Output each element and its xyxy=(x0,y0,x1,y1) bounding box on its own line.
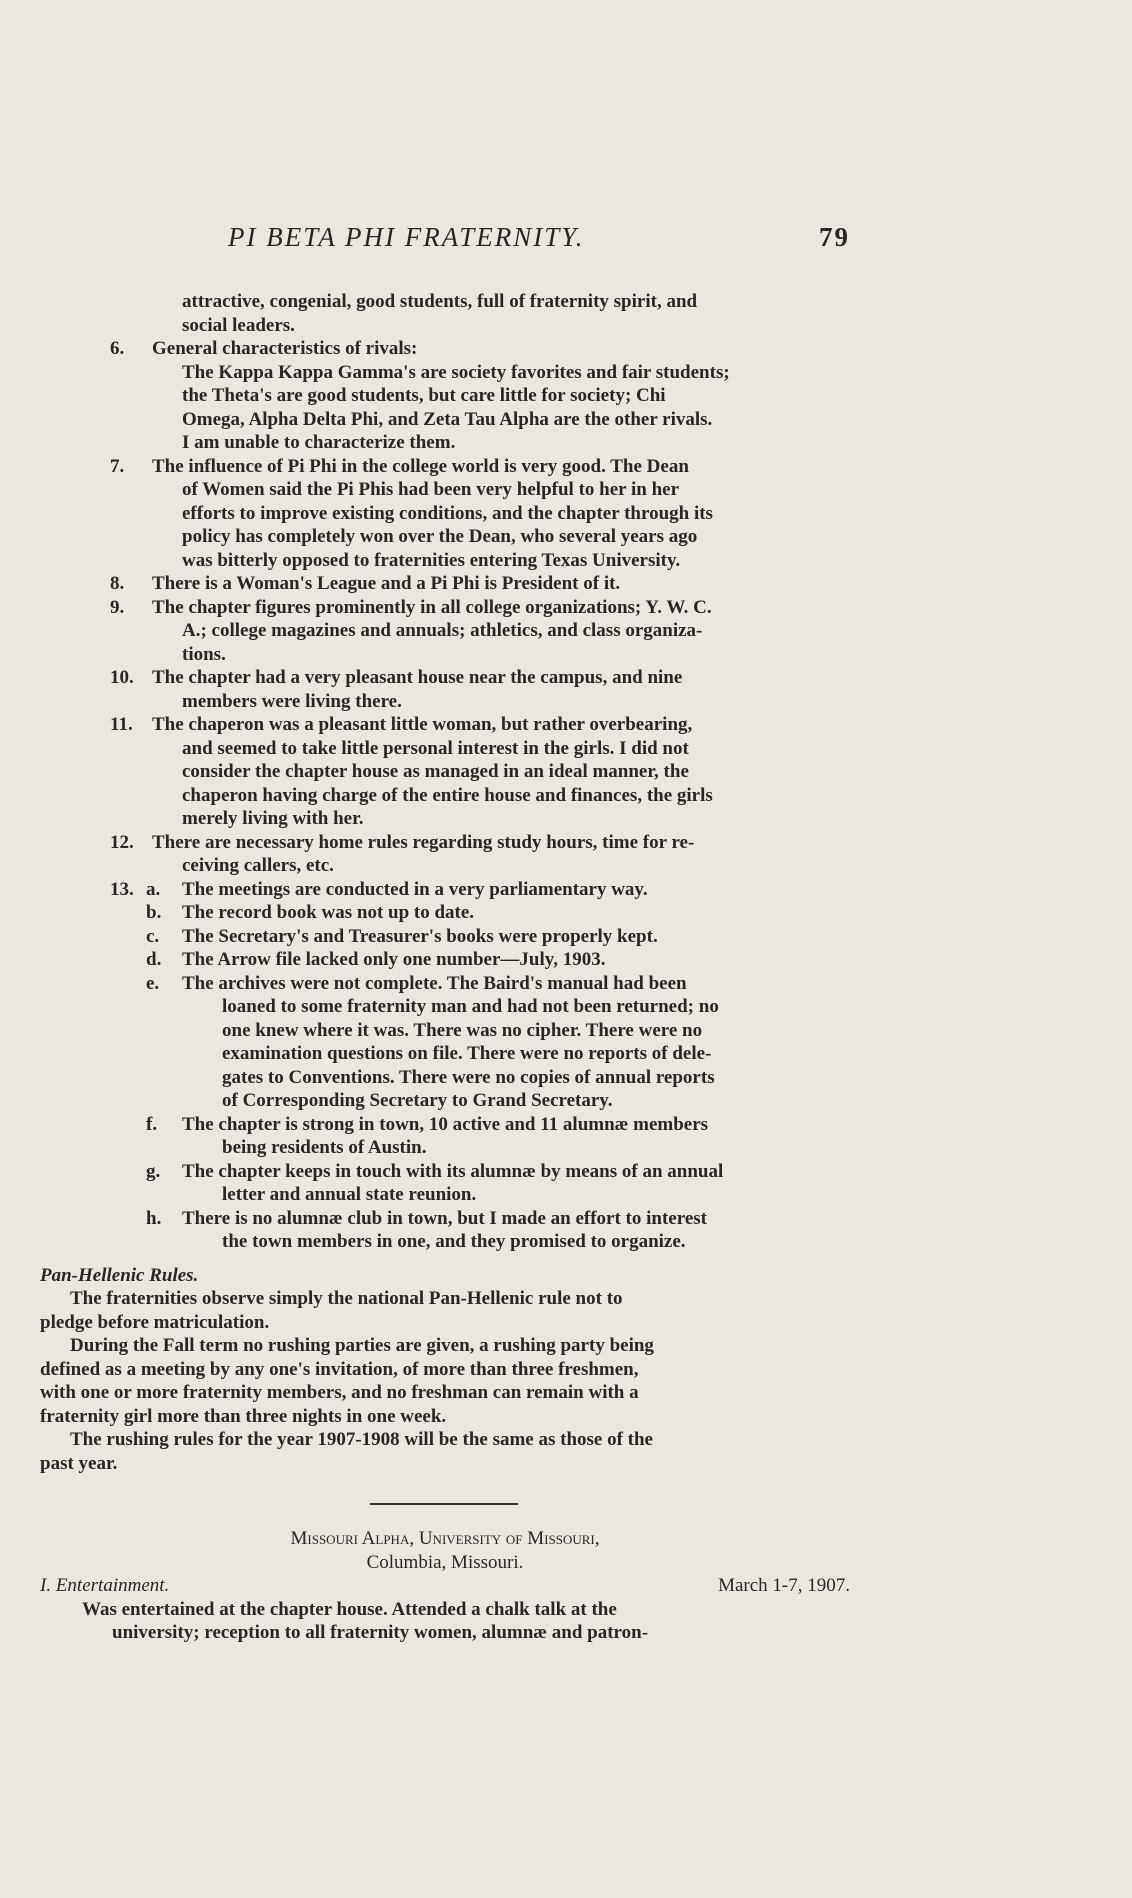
item-number: 6. xyxy=(110,338,125,359)
text-line: of Women said the Pi Phis had been very helpful to her in her xyxy=(182,479,680,500)
paragraph xyxy=(40,1428,850,1475)
page-number: 79 xyxy=(819,222,850,252)
text-line: chaperon having charge of the entire house and finances, the girls xyxy=(182,784,713,806)
text-line: The Kappa Kappa Gamma's are society favorites and fair students; xyxy=(182,361,730,383)
text-line: being residents of Austin. xyxy=(222,1137,427,1158)
list-item xyxy=(40,713,850,831)
text-line: The Arrow file lacked only one number—July, 1903. xyxy=(182,949,606,970)
text-line: fraternity girl more than three nights in one week. xyxy=(40,1405,447,1427)
numbered-item-13 xyxy=(40,878,850,1254)
paragraph xyxy=(40,1287,850,1334)
page-header-title: PI BETA PHI FRATERNITY. xyxy=(228,222,585,252)
text-line: examination questions on file. There were no reports of dele- xyxy=(222,1043,712,1064)
numbered-list xyxy=(40,337,850,878)
text-line: The fraternities observe simply the national Pan-Hellenic rule not to xyxy=(70,1288,623,1309)
text-line: The chaperon was a pleasant little woman, but rather overbearing, xyxy=(152,714,693,735)
text-line: The chapter had a very pleasant house near the campus, and nine xyxy=(152,667,683,688)
text-line: I am unable to characterize them. xyxy=(182,432,456,453)
sub-item xyxy=(80,1207,850,1254)
chapter-location: Columbia, Missouri. xyxy=(366,1551,524,1573)
text-line: of Corresponding Secretary to Grand Secretary. xyxy=(222,1090,613,1111)
text-line: The rushing rules for the year 1907-1908 will be the same as those of the xyxy=(70,1429,653,1450)
entry-body xyxy=(40,1598,850,1645)
text-line: merely living with her. xyxy=(182,808,364,829)
text-line: consider the chapter house as managed in an ideal manner, the xyxy=(182,761,689,782)
text-line: past year. xyxy=(40,1452,118,1474)
text-line: The record book was not up to date. xyxy=(182,902,475,923)
item-number: 13. xyxy=(110,878,134,900)
text-line: social leaders. xyxy=(182,314,295,336)
list-item xyxy=(40,666,850,713)
text-line: tions. xyxy=(182,643,226,665)
text-line: attractive, congenial, good students, full of fraternity spirit, and xyxy=(182,291,698,312)
text-line: ceiving callers, etc. xyxy=(182,855,334,876)
text-line: General characteristics of rivals: xyxy=(152,338,418,359)
text-line: The archives were not complete. The Baird's manual had been xyxy=(182,972,687,994)
text-line: Omega, Alpha Delta Phi, and Zeta Tau Alpha are the other rivals. xyxy=(182,408,713,430)
sub-item xyxy=(80,925,850,949)
text-line: was bitterly opposed to fraternities entering Texas University. xyxy=(182,549,681,571)
text-line: The chapter keeps in touch with its alumnæ by means of an annual xyxy=(182,1160,724,1182)
sub-item xyxy=(80,972,850,1113)
section-heading-panhellenic: Pan-Hellenic Rules. xyxy=(40,1264,199,1286)
text-line: letter and annual state reunion. xyxy=(222,1184,477,1205)
sub-item xyxy=(80,948,850,972)
item-number: 7. xyxy=(110,455,125,477)
text-line: defined as a meeting by any one's invitation, of more than three freshmen, xyxy=(40,1358,639,1380)
text-line: policy has completely won over the Dean, who several years ago xyxy=(182,526,698,547)
page-body xyxy=(40,290,850,1645)
text-line: A.; college magazines and annuals; athletics, and class organiza- xyxy=(182,620,703,641)
sub-item-letter: e. xyxy=(146,972,160,994)
item-number: 11. xyxy=(110,714,133,735)
text-line: with one or more fraternity members, and no freshman can remain with a xyxy=(40,1382,639,1403)
item-number: 8. xyxy=(110,573,125,594)
list-item xyxy=(40,831,850,878)
text-line: The meetings are conducted in a very parliamentary way. xyxy=(182,878,648,900)
entry-header xyxy=(40,1574,850,1598)
panhellenic-paragraphs xyxy=(40,1287,850,1475)
sub-item-letter: h. xyxy=(146,1207,162,1229)
text-line: Was entertained at the chapter house. Attended a chalk talk at the xyxy=(82,1598,617,1620)
text-line: the Theta's are good students, but care little for society; Chi xyxy=(182,385,666,406)
text-line: the town members in one, and they promised to organize. xyxy=(222,1231,686,1252)
text-line: gates to Conventions. There were no copies of annual reports xyxy=(222,1066,715,1088)
sub-item xyxy=(80,901,850,925)
entry-section-label: I. Entertainment. xyxy=(40,1575,170,1596)
list-item xyxy=(40,455,850,573)
text-line: There is no alumnæ club in town, but I made an effort to interest xyxy=(182,1207,707,1229)
sub-item-letter: c. xyxy=(146,925,160,947)
item-number: 9. xyxy=(110,596,125,618)
sub-item xyxy=(80,878,850,902)
text-line: The influence of Pi Phi in the college world is very good. The Dean xyxy=(152,455,689,477)
section-divider xyxy=(370,1503,518,1505)
sub-item-letter: f. xyxy=(146,1113,158,1135)
chapter-title: Missouri Alpha, University of Missouri, xyxy=(290,1528,600,1549)
item-number: 12. xyxy=(110,831,134,853)
text-line: loaned to some fraternity man and had not been returned; no xyxy=(222,996,719,1017)
sub-item-letter: b. xyxy=(146,902,162,923)
text-line: The chapter is strong in town, 10 active and 11 alumnæ members xyxy=(182,1113,709,1135)
text-line: There are necessary home rules regarding study hours, time for re- xyxy=(152,831,695,853)
entry-date: March 1-7, 1907. xyxy=(718,1575,850,1596)
item-number: 10. xyxy=(110,667,134,688)
sub-item-letter: d. xyxy=(146,949,162,970)
text-line: university; reception to all fraternity women, alumnæ and patron- xyxy=(112,1622,649,1643)
list-item xyxy=(40,337,850,455)
text-line: During the Fall term no rushing parties are given, a rushing party being xyxy=(70,1335,654,1356)
text-line: pledge before matriculation. xyxy=(40,1311,270,1333)
text-line: and seemed to take little personal interest in the girls. I did not xyxy=(182,737,689,759)
sub-item-letter: g. xyxy=(146,1160,161,1182)
text-line: efforts to improve existing conditions, and the chapter through its xyxy=(182,502,713,524)
sub-item xyxy=(80,1160,850,1207)
text-line: The Secretary's and Treasurer's books were properly kept. xyxy=(182,925,658,947)
text-line: members were living there. xyxy=(182,690,402,712)
text-line: one knew where it was. There was no cipher. There were no xyxy=(222,1019,703,1041)
text-line: The chapter figures prominently in all college organizations; Y. W. C. xyxy=(152,596,712,618)
intro-continuation xyxy=(40,290,850,337)
list-item xyxy=(40,572,850,596)
text-line: There is a Woman's League and a Pi Phi is President of it. xyxy=(152,573,621,594)
sub-item-letter: a. xyxy=(146,878,161,900)
list-item xyxy=(40,596,850,667)
paragraph xyxy=(40,1334,850,1428)
sub-item xyxy=(80,1113,850,1160)
